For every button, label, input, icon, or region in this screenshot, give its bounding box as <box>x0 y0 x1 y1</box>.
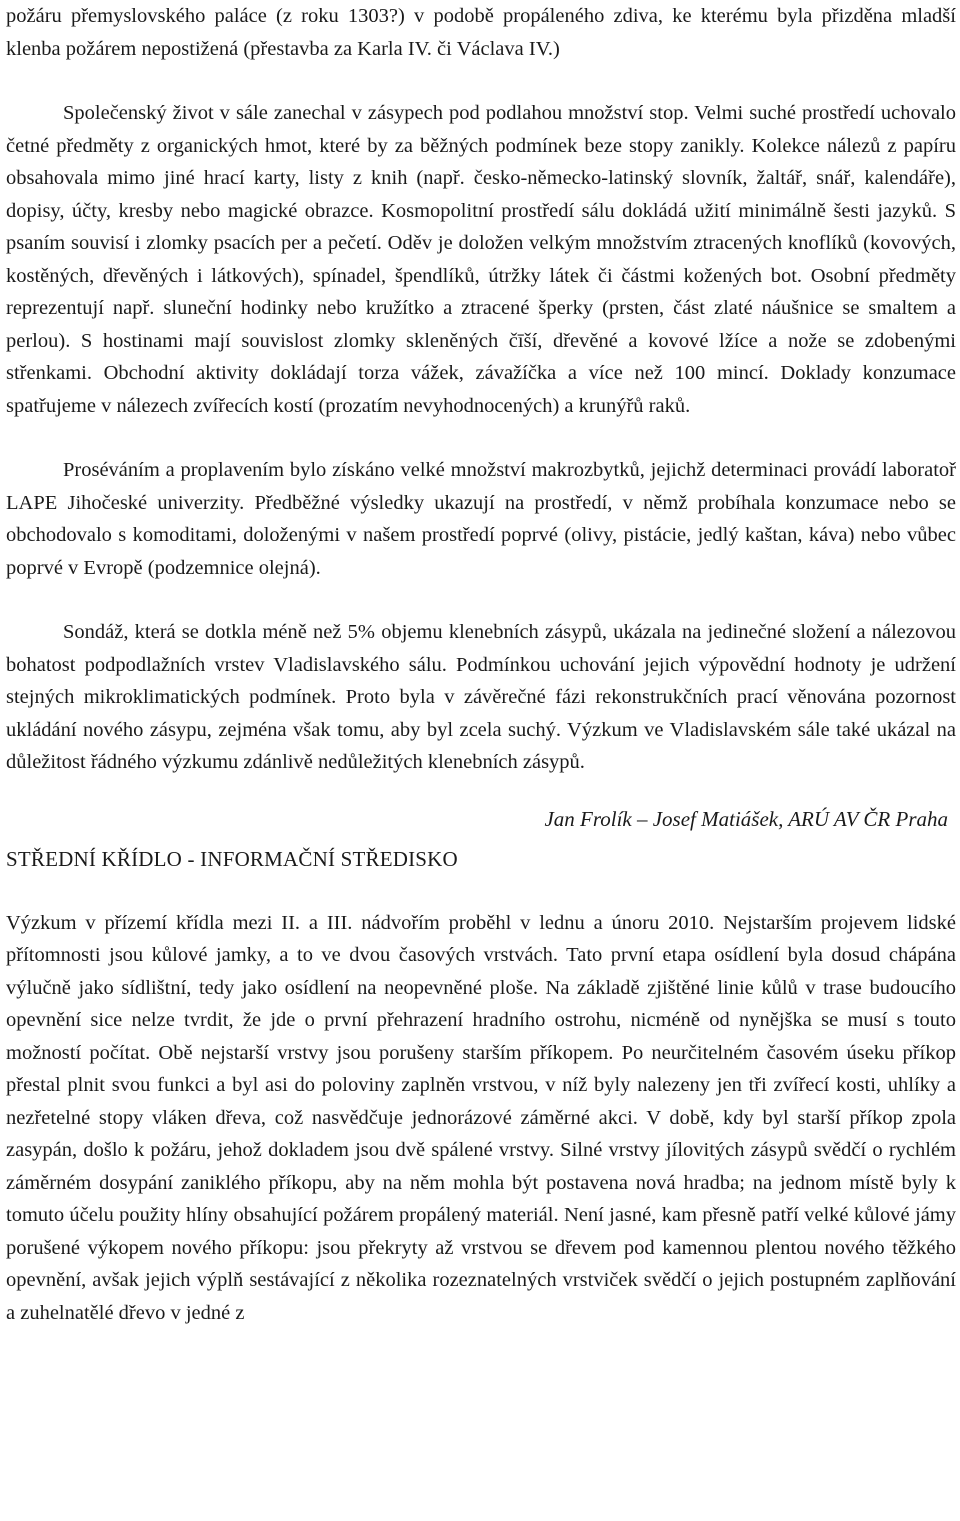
paragraph-continuation: požáru přemyslovského paláce (z roku 1303?) v podobě propáleného zdiva, ke kterému byla přizděna mladší klenba požárem nepostižená (přestavba za Karla IV. či Václava IV.) <box>6 5 956 60</box>
author-signature: Jan Frolík – Josef Matiášek, ARÚ AV ČR Praha <box>544 806 948 831</box>
paragraph-macroremains: Proséváním a proplavením bylo získáno velké množství makrozbytků, jejichž determinaci provádí laboratoř LAPE Jihočeské univerzity. Předběžné výsledky ukazují na prostředí, v němž probíhala konzumace nebo se obchodovalo s komoditami, doloženými v našem prostředí poprvé (olivy, pistácie, jedlý kaštan, káva) nebo vůbec poprvé v Evropě (podzemnice olejná). <box>6 459 956 579</box>
paragraph-social-life: Společenský život v sále zanechal v zásypech pod podlahou množství stop. Velmi suché prostředí uchovalo četné předměty z organických hmot, které by za běžných podmínek beze stopy zanikly. Kolekce nálezů z papíru obsahovala mimo jiné hrací karty, listy z knih (např. česko-německo-latinský slovník, žaltář, snář, kalendáře), dopisy, účty, kresby nebo magické obrazce. Kosmopolitní prostředí sálu dokládá užití minimálně šesti jazyků. S psaním souvisí i zlomky psacích per a pečetí. Oděv je doložen velkým množstvím ztracených knoflíků (kovových, kostěných, dřevěných i látkových), spínadel, špendlíků, útržky látek či částmi kožených bot. Osobní předměty reprezentují např. sluneční hodinky nebo kružítko a ztracené šperky (prsten, část zlaté náušnice se smaltem a perlou). S hostinami mají souvislost zlomky skleněných čīší, dřevěné a kovové lžíce a nože se zdobenými střenkami. Obchodní aktivity dokládají torza vážek, závažíčka a více než 100 mincí. Doklady konzumace spatřujeme v nálezech zvířecích kostí (prozatím nevyhodnocených) a krunýřů raků. <box>6 102 956 417</box>
paragraph-sondage: Sondáž, která se dotkla méně než 5% objemu klenebních zásypů, ukázala na jedinečné složení a nálezovou bohatost podpodlažních vrstev Vladislavského sálu. Podmínkou uchování jejich výpovědní hodnoty je udržení stejných mikroklimatických podmínek. Proto byla v závěrečné fázi rekonstrukčních prací věnována pozornost ukládání nového zásypu, zejména však tomu, aby byl zcela suchý. Výzkum ve Vladislavském sále také ukázal na důležitost řádného výzkumu zdánlivě nedůležitých klenebních zásypů. <box>6 621 956 773</box>
document-page <box>6 0 956 1329</box>
section-heading: STŘEDNÍ KŘÍDLO - INFORMAČNÍ STŘEDISKO <box>6 846 458 871</box>
paragraph-middle-wing: Výzkum v přízemí křídla mezi II. a III. nádvořím proběhl v lednu a únoru 2010. Nejstarším projevem lidské přítomnosti jsou kůlové jamky, a to ve dvou časových vrstvách. Tato první etapa osídlení byla dosud chápána výlučně jako sídlištní, tedy jako osídlení na neopevněné ploše. Na základě zjištěné linie kůlů v trase budoucího opevnění sice nelze tvrdit, že jde o první přehrazení hradního ostrohu, nicméně od nynějška se musí s touto možností počítat. Obě nejstarší vrstvy jsou porušeny starším příkopem. Po neurčitelném časovém úseku příkop přestal plnit svou funkci a byl asi do poloviny zaplněn vrstvou, v níž byly nalezeny jen tři zvířecí kosti, uhlíky a nezřetelné stopy vláken dřeva, což nasvědčuje jednorázové záměrné akci. V době, kdy byl starší příkop zpola zasypán, došlo k požáru, jehož dokladem jsou dvě spálené vrstvy. Silné vrstvy jílovitých zásypů svědčí o rychlém záměrném dosypání zaniklého příkopu, aby na něm mohla být postavena nová hradba; na jednom místě byly k tomuto účelu použity hlíny obsahující požárem propálený materiál. Není jasné, kam přesně patří velké kůlové jámy porušené výkopem nového příkopu: jsou překryty až vrstvou se dřevem pod kamennou plentou nového těžkého opevnění, avšak jejich výplň sestávající z několika rozeznatelných vrstviček svědčí o jejich postupném zaplňování a zuhelnatělé dřevo v jedné z <box>6 911 956 1324</box>
